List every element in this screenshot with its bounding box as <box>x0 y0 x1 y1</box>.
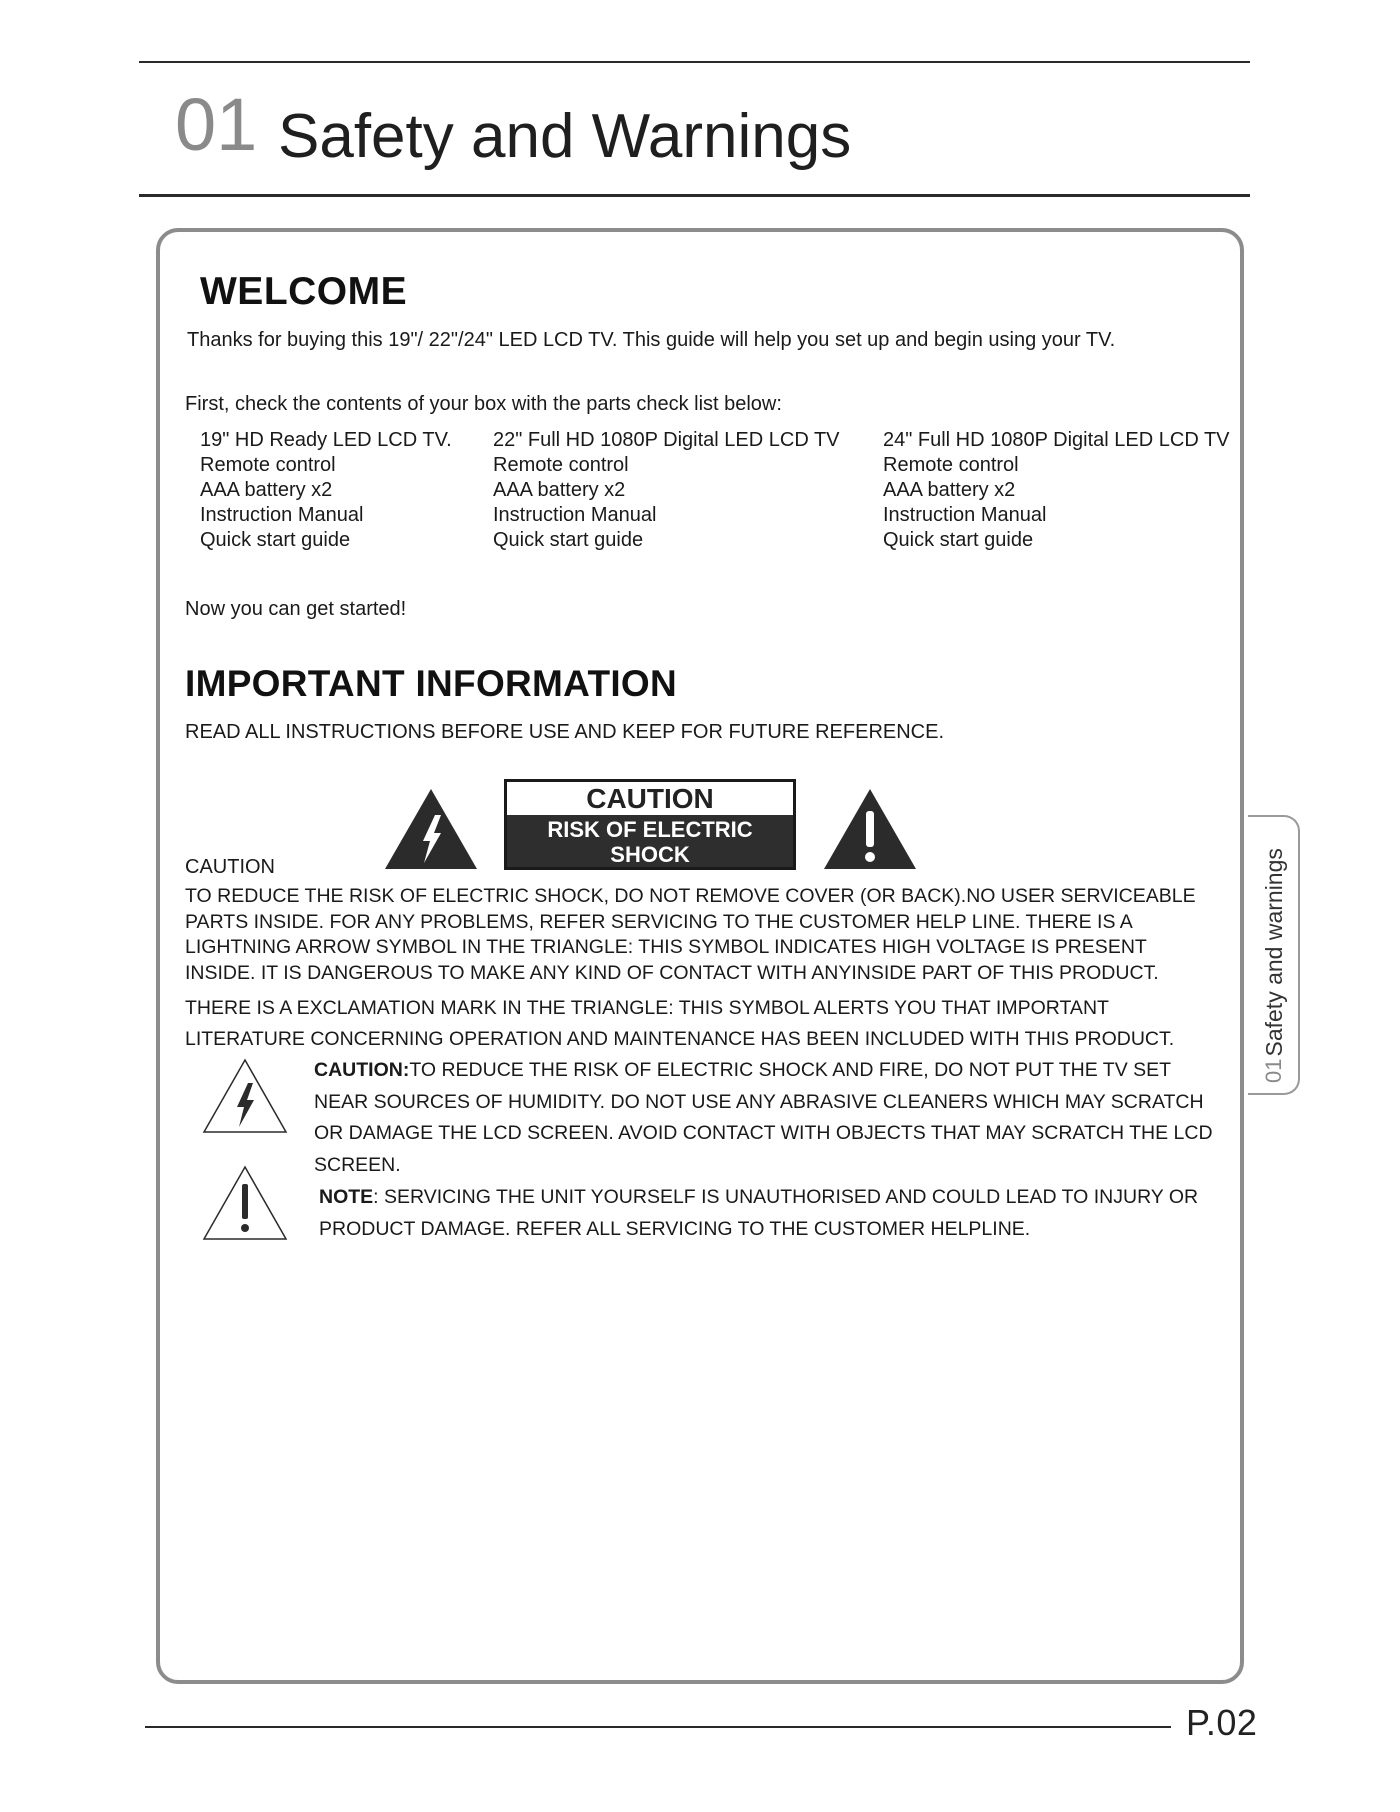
caution-sign-line1: RISK OF ELECTRIC SHOCK <box>547 817 753 867</box>
list-item: Instruction Manual <box>200 504 364 526</box>
welcome-thanks-text: Thanks for buying this 19"/ 22"/24" LED LCD TV. This guide will help you set up and begin using your TV. <box>187 329 1116 351</box>
exclamation-warning-icon <box>822 787 918 871</box>
title-rule <box>139 194 1250 197</box>
caution-note-text: TO REDUCE THE RISK OF ELECTRIC SHOCK AND FIRE, DO NOT PUT THE TV SET NEAR SOURCES OF HUMIDITY. DO NOT USE ANY ABRASIVE CLEANERS WHICH MAY SCRATCH OR DAMAGE THE LCD SCREEN. AVOID CONTACT WITH OBJECTS THAT MAY SCRATCH THE LCD SCREEN. <box>314 1059 1213 1176</box>
list-item: 22" Full HD 1080P Digital LED LCD TV <box>493 429 840 451</box>
parts-list-19 <box>200 428 452 553</box>
parts-list-24 <box>883 428 1230 553</box>
important-heading: IMPORTANT INFORMATION <box>185 663 678 704</box>
check-list-intro: First, check the contents of your box with the parts check list below: <box>185 393 782 415</box>
lightning-warning-icon <box>383 787 479 871</box>
caution-note <box>314 1055 1224 1181</box>
lightning-outline-icon <box>201 1057 289 1135</box>
service-note <box>319 1182 1229 1245</box>
exclamation-paragraph: THERE IS A EXCLAMATION MARK IN THE TRIANGLE: THIS SYMBOL ALERTS YOU THAT IMPORTANT LITERATURE CONCERNING OPERATION AND MAINTENANCE HAS BEEN INCLUDED WITH THIS PRODUCT. <box>185 997 1175 1050</box>
chapter-number: 01 <box>175 83 258 166</box>
list-item: AAA battery x2 <box>200 479 333 501</box>
side-tab-number: 01 <box>1261 1058 1286 1083</box>
caution-sign-line2: DO NOT OPEN <box>572 867 727 892</box>
list-item: Remote control <box>883 454 1019 476</box>
top-rule <box>139 61 1250 63</box>
list-item: AAA battery x2 <box>883 479 1016 501</box>
list-item: Instruction Manual <box>493 504 657 526</box>
list-item: Remote control <box>200 454 336 476</box>
caution-note-lead: CAUTION: <box>314 1059 410 1081</box>
page-number: P.02 <box>1186 1702 1258 1743</box>
list-item: Remote control <box>493 454 629 476</box>
footer-rule <box>145 1726 1171 1728</box>
caution-sign <box>504 779 796 892</box>
list-item: AAA battery x2 <box>493 479 626 501</box>
exclamation-outline-icon <box>201 1164 289 1242</box>
section-side-tab <box>1248 815 1300 1095</box>
list-item: Quick start guide <box>493 529 644 551</box>
list-item: 19" HD Ready LED LCD TV. <box>200 429 452 451</box>
list-item: Quick start guide <box>883 529 1034 551</box>
get-started-text: Now you can get started! <box>185 598 407 620</box>
side-tab-label: Safety and warnings <box>1260 848 1287 1057</box>
shock-warning-paragraph: TO REDUCE THE RISK OF ELECTRIC SHOCK, DO NOT REMOVE COVER (OR BACK).NO USER SERVICEABLE PARTS INSIDE. FOR ANY PROBLEMS, REFER SERVICING TO THE CUSTOMER HELP LINE. THERE IS A LIGHTNING ARROW SYMBOL IN THE TRIANGLE: THIS SYMBOL INDICATES HIGH VOLTAGE IS PRESENT INSIDE. IT IS DANGEROUS TO MAKE ANY KIND OF CONTACT WITH ANYINSIDE PART OF THIS PRODUCT. <box>185 885 1196 984</box>
welcome-heading: WELCOME <box>200 270 408 313</box>
caution-sign-heading: CAUTION <box>586 783 714 814</box>
list-item: Quick start guide <box>200 529 351 551</box>
note-text: : SERVICING THE UNIT YOURSELF IS UNAUTHORISED AND COULD LEAD TO INJURY OR PRODUCT DAMAGE. REFER ALL SERVICING TO THE CUSTOMER HELPLINE. <box>319 1186 1199 1240</box>
page-title: Safety and Warnings <box>278 102 852 171</box>
note-lead: NOTE <box>319 1186 374 1208</box>
list-item: 24" Full HD 1080P Digital LED LCD TV <box>883 429 1230 451</box>
read-all-instructions: READ ALL INSTRUCTIONS BEFORE USE AND KEEP FOR FUTURE REFERENCE. <box>185 721 945 743</box>
caution-label: CAUTION <box>185 856 275 878</box>
list-item: Instruction Manual <box>883 504 1047 526</box>
parts-list-22 <box>493 428 840 553</box>
